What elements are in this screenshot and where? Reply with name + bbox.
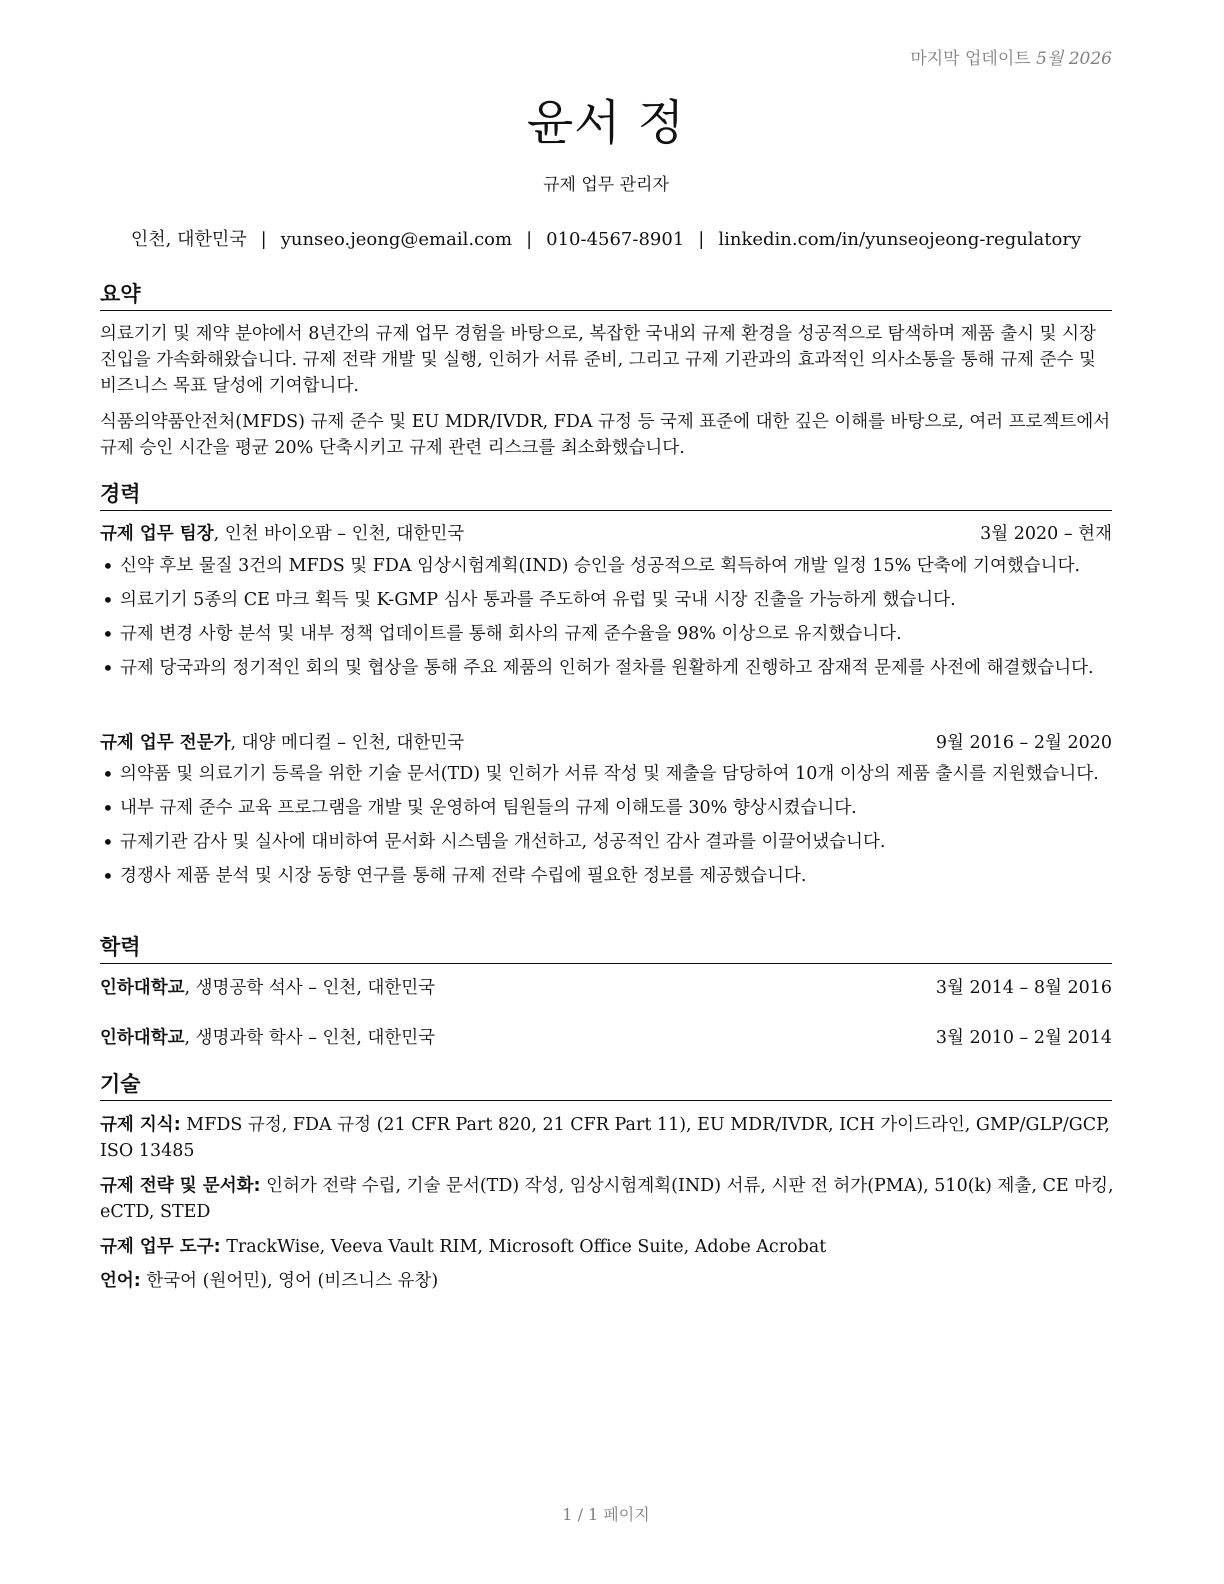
education-school: 인하대학교 <box>100 978 185 998</box>
education-dates: 3월 2010 – 2월 2014 <box>935 1028 1112 1048</box>
skill-label: 규제 업무 도구: <box>100 1237 221 1257</box>
education-school: 인하대학교 <box>100 1028 185 1048</box>
section-title-summary: 요약 <box>100 278 1112 311</box>
job-company: , 인천 바이오팜 – 인천, 대한민국 <box>213 524 465 544</box>
job-bullet: • 규제 변경 사항 분석 및 내부 정책 업데이트를 통해 회사의 규제 준수율을 98% 이상으로 유지했습니다. <box>100 621 1122 647</box>
education-item <box>100 975 1112 1001</box>
candidate-name: 윤서 정 <box>526 95 686 151</box>
skill-item <box>100 1112 1120 1164</box>
job-bullet: • 규제기관 감사 및 실사에 대비하여 문서화 시스템을 개선하고, 성공적인 감사 결과를 이끌어냈습니다. <box>100 829 1122 855</box>
contact-email[interactable]: yunseo.jeong@email.com <box>280 229 513 250</box>
resume-page <box>100 0 1112 1584</box>
contact-location: 인천, 대한민국 <box>130 229 247 250</box>
section-title-experience: 경력 <box>100 478 1112 511</box>
job-company: , 대양 메디컬 – 인천, 대한민국 <box>230 733 465 753</box>
summary-paragraph-1: 의료기기 및 제약 분야에서 8년간의 규제 업무 경험을 바탕으로, 복잡한 국내외 규제 환경을 성공적으로 탐색하며 제품 출시 및 시장 진입을 가속화해왔습니다. 규제 전략 개발 및 실행, 인허가 서류 준비, 그리고 규제 기관과의 효과적인 의사소통을 통해 규제 준수 및 비즈니스 목표 달성에 기여합니다. <box>100 324 1096 396</box>
job-position: 규제 업무 팀장 <box>100 524 214 544</box>
skill-value: TrackWise, Veeva Vault RIM, Microsoft Office Suite, Adobe Acrobat <box>220 1237 827 1257</box>
last-updated <box>910 44 1112 69</box>
skill-value: 인허가 전략 수립, 기술 문서(TD) 작성, 임상시험계획(IND) 서류, 시판 전 허가(PMA), 510(k) 제출, CE 마킹, eCTD, STED <box>100 1176 1114 1222</box>
job-header <box>100 730 1112 756</box>
last-updated-label: 마지막 업데이트 <box>910 49 1031 69</box>
job-bullets <box>100 553 1122 689</box>
skill-label: 언어: <box>100 1271 141 1291</box>
contact-line <box>100 225 1112 251</box>
skill-item <box>100 1173 1120 1225</box>
job-dates: 3월 2020 – 현재 <box>980 524 1112 544</box>
job-dates: 9월 2016 – 2월 2020 <box>935 733 1112 753</box>
contact-linkedin[interactable]: linkedin.com/in/yunseojeong-regulatory <box>718 229 1082 250</box>
summary-paragraph-2: 식품의약품안전처(MFDS) 규제 준수 및 EU MDR/IVDR, FDA 규정 등 국제 표준에 대한 깊은 이해를 바탕으로, 여러 프로젝트에서 규제 승인 시간을 평균 20% 단축시키고 규제 관련 리스크를 최소화했습니다. <box>100 412 1111 458</box>
skill-item <box>100 1268 1120 1294</box>
job-bullets <box>100 761 1122 897</box>
job-bullet: • 규제 당국과의 정기적인 회의 및 협상을 통해 주요 제품의 인허가 절차를 원활하게 진행하고 잠재적 문제를 사전에 해결했습니다. <box>100 655 1122 681</box>
education-item <box>100 1025 1112 1051</box>
job-bullet: • 의료기기 5종의 CE 마크 획득 및 K-GMP 심사 통과를 주도하여 유럽 및 국내 시장 진출을 가능하게 했습니다. <box>100 587 1122 613</box>
job-position: 규제 업무 전문가 <box>100 733 231 753</box>
job-header <box>100 521 1112 547</box>
job-bullet: • 의약품 및 의료기기 등록을 위한 기술 문서(TD) 및 인허가 서류 작성 및 제출을 담당하여 10개 이상의 제품 출시를 지원했습니다. <box>100 761 1122 787</box>
job-bullet: • 내부 규제 준수 교육 프로그램을 개발 및 운영하여 팀원들의 규제 이해도를 30% 향상시켰습니다. <box>100 795 1122 821</box>
education-dates: 3월 2014 – 8월 2016 <box>935 978 1112 998</box>
separator: | <box>526 229 533 250</box>
separator: | <box>260 229 267 250</box>
education-detail: , 생명공학 석사 – 인천, 대한민국 <box>184 978 436 998</box>
page-number: 1 / 1 페이지 <box>562 1505 650 1524</box>
section-title-education: 학력 <box>100 931 1112 964</box>
skill-value: 한국어 (원어민), 영어 (비즈니스 유창) <box>140 1271 439 1291</box>
job-bullet: • 신약 후보 물질 3건의 MFDS 및 FDA 임상시험계획(IND) 승인을 성공적으로 획득하여 개발 일정 15% 단축에 기여했습니다. <box>100 553 1122 579</box>
separator: | <box>698 229 705 250</box>
skill-label: 규제 전략 및 문서화: <box>100 1176 261 1196</box>
contact-phone: 010-4567-8901 <box>546 229 685 250</box>
section-title-skills: 기술 <box>100 1068 1112 1101</box>
skill-label: 규제 지식: <box>100 1115 181 1135</box>
skill-item <box>100 1234 1120 1260</box>
last-updated-date: 5월 2026 <box>1036 49 1112 69</box>
job-bullet: • 경쟁사 제품 분석 및 시장 동향 연구를 통해 규제 전략 수립에 필요한 정보를 제공했습니다. <box>100 863 1122 889</box>
candidate-role: 규제 업무 관리자 <box>543 175 669 195</box>
education-detail: , 생명과학 학사 – 인천, 대한민국 <box>184 1028 436 1048</box>
skill-value: MFDS 규정, FDA 규정 (21 CFR Part 820, 21 CFR Part 11), EU MDR/IVDR, ICH 가이드라인, GMP/GLP/GCP, ISO 13485 <box>100 1115 1110 1161</box>
